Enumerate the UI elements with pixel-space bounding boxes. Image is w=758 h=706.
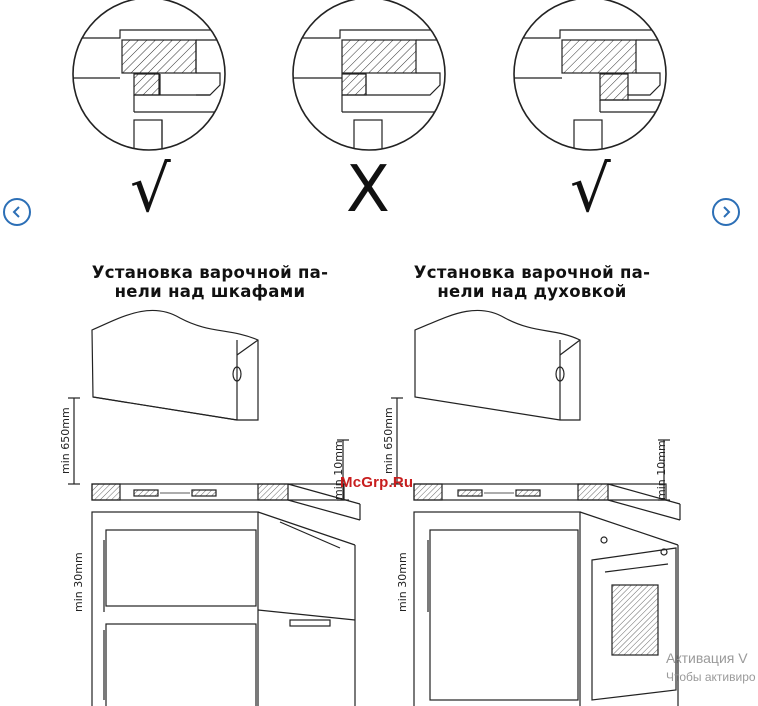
activation-title: Активация V bbox=[666, 650, 748, 666]
caption-left bbox=[60, 263, 360, 301]
caption-left-line1: Установка варочной па- bbox=[91, 263, 329, 282]
dim-left-30: min 30mm bbox=[72, 552, 85, 612]
cross-mark-middle: X bbox=[346, 153, 390, 227]
site-watermark: McGrp.Ru bbox=[340, 474, 414, 491]
dim-left-650: min 650mm bbox=[59, 407, 72, 474]
hob-over-oven-drawing bbox=[391, 310, 680, 706]
dim-left-10: min 10mm bbox=[332, 440, 345, 500]
activation-subtitle: Чтобы активиро bbox=[666, 670, 756, 684]
dim-right-650: min 650mm bbox=[382, 407, 395, 474]
caption-right bbox=[382, 263, 682, 301]
hob-over-cabinets-drawing bbox=[68, 310, 360, 706]
detail-circle-correct-right bbox=[510, 0, 670, 160]
caption-right-line1: Установка варочной па- bbox=[413, 263, 651, 282]
dim-right-30: min 30mm bbox=[396, 552, 409, 612]
check-mark-left: √ bbox=[130, 153, 171, 227]
dim-right-10: min 10mm bbox=[655, 440, 668, 500]
caption-left-line2: нели над шкафами bbox=[114, 282, 306, 301]
caption-right-line2: нели над духовкой bbox=[437, 282, 627, 301]
check-mark-right: √ bbox=[570, 153, 611, 227]
detail-circle-correct-left bbox=[70, 0, 230, 160]
detail-circle-wrong bbox=[290, 0, 450, 160]
